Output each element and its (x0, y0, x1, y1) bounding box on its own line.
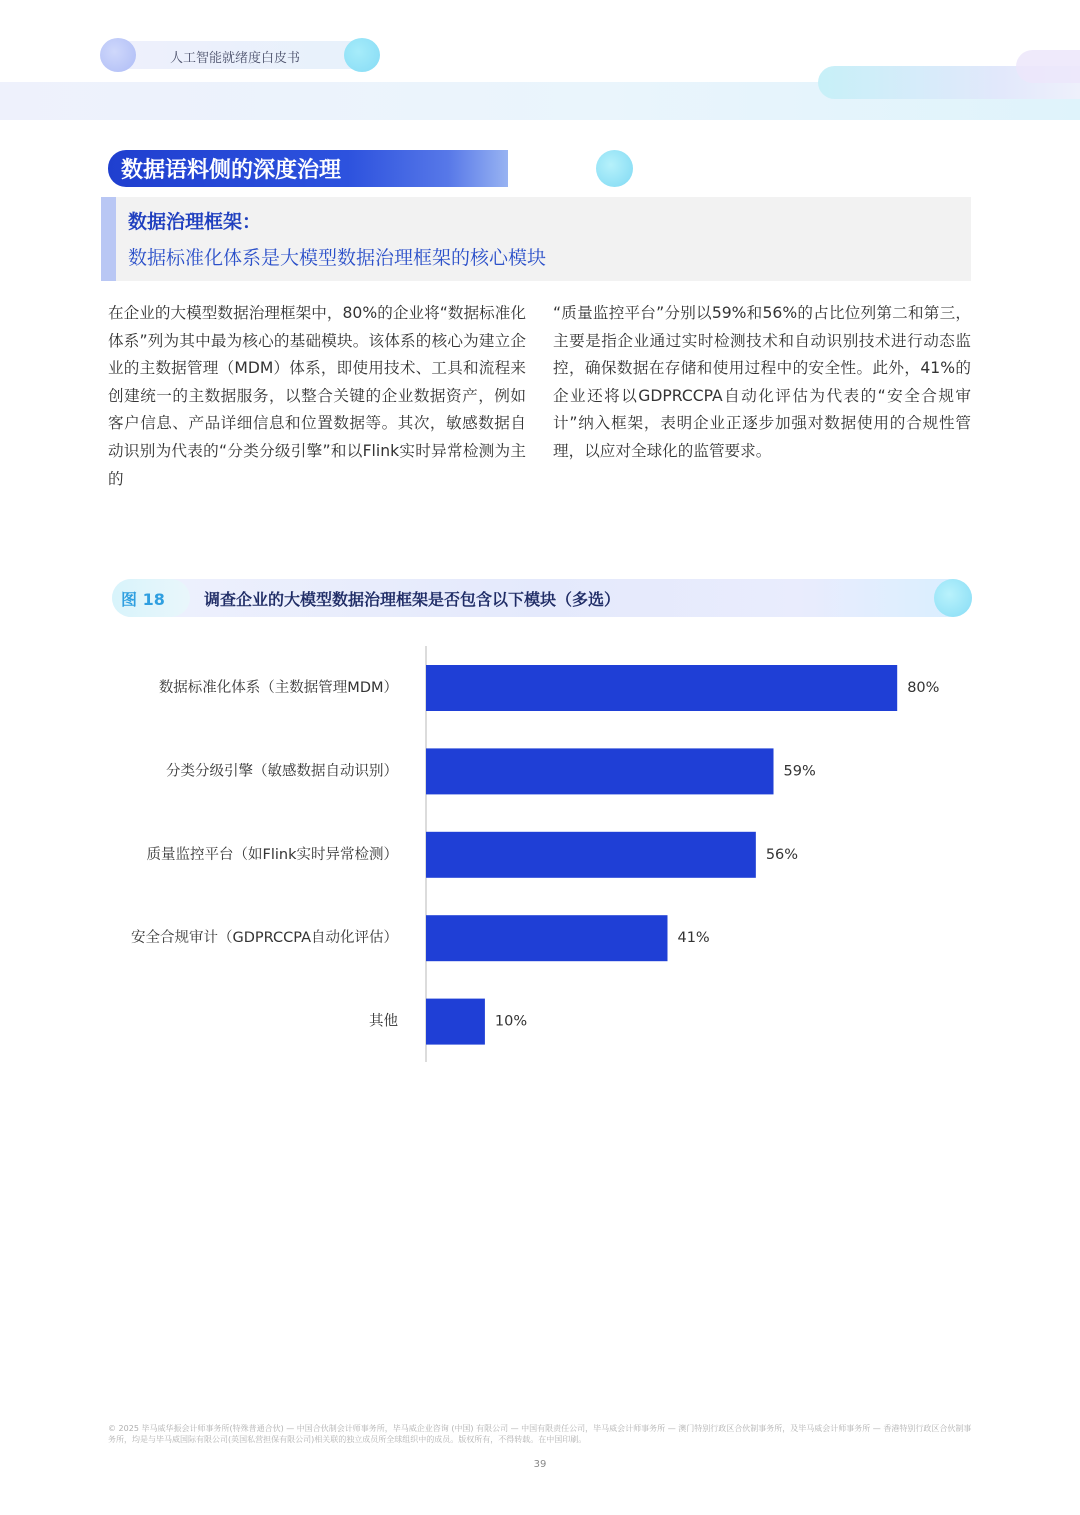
chart-value-label: 59% (783, 763, 816, 780)
chart-category-label: 分类分级引擎（敏感数据自动识别） (166, 763, 398, 780)
page-number: 39 (533, 1459, 547, 1470)
chart-category-label: 数据标准化体系（主数据管理MDM） (158, 680, 398, 696)
header-decor-pill-2 (1016, 50, 1080, 83)
figure-caption-bar (112, 579, 972, 617)
chart-bar (426, 665, 897, 711)
chart-value-label: 80% (907, 680, 940, 696)
doc-tag-right-circle (344, 38, 380, 72)
chart-bar (426, 915, 667, 961)
section-title: 数据语料侧的深度治理 (121, 158, 342, 183)
section-heading (108, 150, 526, 187)
subheading-label: 数据治理框架： (128, 211, 262, 233)
chart-bar (426, 999, 485, 1045)
figure-caption-dot (934, 579, 972, 617)
chart-category-label: 质量监控平台（如Flink实时异常检测） (146, 846, 398, 863)
body-paragraph-right: “质量监控平台”分别以59%和56%的占比位列第二和第三，主要是指企业通过实时检测技术和自动识别技术进行动态监控，确保数据在存储和使用过程中的安全性。此外，41%的企业还将以GDPRCCPA自动化评估为代表的“安全合规审计”纳入框架，表明企业正逐步加强对数据使用的合规性管理，以应对全球化的监管要求。 (553, 304, 971, 460)
subheading-box (101, 197, 971, 281)
document-title-tag (100, 38, 380, 72)
section-heading-dot (596, 150, 633, 187)
chart-bars (131, 665, 939, 1045)
chart-category-label: 安全合规审计（GDPRCCPA自动化评估） (131, 930, 398, 947)
chart-category-label: 其他 (369, 1013, 398, 1030)
figure-number: 图 18 (121, 590, 165, 609)
chart-value-label: 41% (677, 930, 710, 947)
subheading-accent (101, 197, 116, 281)
chart-bar (426, 748, 774, 794)
chart-bar (426, 832, 756, 878)
chart-value-label: 56% (765, 846, 799, 863)
doc-tag-left-circle (100, 38, 136, 72)
subheading-statement: 数据标准化体系是大模型数据治理框架的核心模块 (128, 247, 547, 269)
body-paragraph-left: 在企业的大模型数据治理框架中，80%的企业将“数据标准化体系”列为其中最为核心的基础模块。该体系的核心为建立企业的主数据管理（MDM）体系，即使用技术、工具和流程来创建统一的主数据服务，以整合关键的企业数据资产，例如客户信息、产品详细信息和位置数据等。其次，敏感数据自动识别为代表的“分类分级引擎”和以Flink实时异常检测为主的 (108, 304, 526, 488)
document-title: 人工智能就绪度白皮书 (170, 51, 301, 66)
chart-value-label: 10% (494, 1013, 528, 1030)
footer-copyright: © 2025 毕马威华振会计师事务所(特殊普通合伙) — 中国合伙制会计师事务所，毕马威企业咨询 (中国) 有限公司 — 中国有限责任公司，毕马威会计师事务所 — 澳门特别行政区合伙制事务所，及毕马威会计师事务所 — 香港特别行政区合伙制事务所，均是与毕马威国际有限公司(英国私营担保有限公司)相关联的独立成员所全球组织中的成员。版权所有，不得转载。在中国印刷。 (108, 1424, 972, 1444)
figure-caption: 调查企业的大模型数据治理框架是否包含以下模块（多选） (204, 590, 621, 609)
